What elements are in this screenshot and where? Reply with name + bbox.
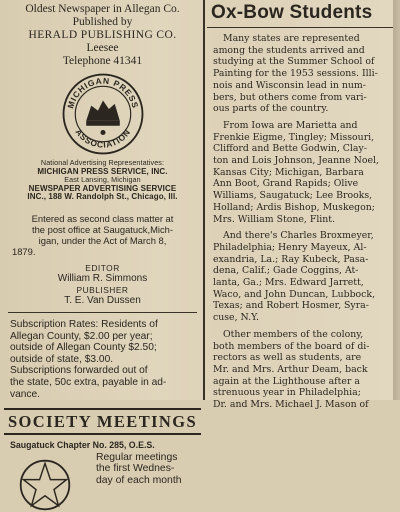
- subscription-line-5: Subscriptions forwarded out of: [10, 365, 148, 377]
- article-line: ton and Lois Johnson, Jeanne Noel,: [213, 155, 379, 167]
- editor-name: William R. Simmons: [57, 272, 148, 284]
- subscription-line-3: outside of Allegan County $2.50;: [10, 342, 157, 354]
- masthead-telephone: Telephone 41341: [62, 55, 143, 67]
- article-line: Mrs. William Stone, Flint.: [213, 213, 336, 225]
- entered-line-2: the post office at Saugatuck,Mich-: [31, 223, 174, 235]
- subscription-line-2: Allegan County, $2.00 per year;: [10, 330, 153, 342]
- publisher-name: T. E. Van Dussen: [64, 294, 141, 306]
- article-line: Ann Boot, Grand Rapids; Olive: [213, 178, 359, 190]
- article-line: Other members of the colony,: [223, 328, 364, 340]
- masthead-publisher: HERALD PUBLISHING CO.: [28, 29, 177, 41]
- article-line: among the students arrived and: [213, 44, 365, 56]
- article-line: strenuous year in Philadelphia;: [213, 387, 361, 399]
- article-line: nois and Wisconsin lead in num-: [213, 79, 366, 91]
- article-line: Dr. and Mrs. Michael J. Mason of: [213, 399, 369, 411]
- subscription-line-7: vance.: [10, 388, 41, 400]
- advertising-press-service: MICHIGAN PRESS SERVICE, INC.: [37, 166, 168, 176]
- article-line: studying at the Summer School of: [213, 56, 375, 68]
- article-line: Williams, Saugatuck; Lee Brooks,: [213, 190, 373, 202]
- divider: [8, 312, 197, 313]
- entered-line-3: igan, under the Act of March 8,: [38, 234, 167, 246]
- masthead-published-by: Published by: [72, 16, 133, 28]
- subscription-line-4: outside of state, $3.00.: [10, 353, 114, 365]
- article-line: Painting for the 1953 sessions. Illi-: [213, 68, 378, 80]
- article-line: Clifford and Bette Godwin, Clay-: [213, 143, 367, 155]
- article-line: ous parts of the country.: [213, 103, 329, 115]
- article-line: bers, but others come from vari-: [213, 91, 367, 103]
- entered-notice: [0, 213, 205, 257]
- article-line: Waco, and John Duncan, Lubbock,: [213, 288, 376, 300]
- article-line: cuse, N.Y.: [213, 312, 259, 324]
- article-paragraph-2: [213, 120, 393, 225]
- article-line: both members of the board of di-: [213, 340, 370, 352]
- advertising-address: INC., 188 W. Randolph St., Chicago, Ill.: [27, 192, 178, 202]
- meeting-text: [96, 452, 204, 486]
- article-line: Holland; Ardis Bishop, Muskegon;: [213, 201, 375, 213]
- article-line: dena, Calif.; Gade Coggins, At-: [213, 265, 359, 277]
- seal-bottom-text: ASSOCIATION: [73, 126, 132, 150]
- meeting-line-1: Regular meetings: [96, 452, 178, 464]
- chapter-name: Saugatuck Chapter No. 285, O.E.S.: [10, 440, 155, 451]
- meeting-notice: [0, 452, 205, 496]
- article-line: Kansas City; Michigan, Barbara: [213, 166, 364, 178]
- article-paragraph-1: [213, 33, 393, 115]
- article-line: And there's Charles Broxmeyer,: [223, 230, 374, 242]
- masthead-column: [0, 0, 205, 486]
- article-line: From Iowa are Marietta and: [223, 119, 358, 131]
- article-line: again at the Lighthouse after a: [213, 375, 360, 387]
- headline-divider: [207, 27, 393, 28]
- subscription-rates: [10, 319, 197, 400]
- article-line: Texas; and Robert Hosmer, Syra-: [213, 300, 369, 312]
- column-divider: [203, 0, 205, 400]
- seal-top-text: MICHIGAN PRESS: [64, 75, 141, 110]
- article-line: Mr. and Mrs. Arthur Deam, back: [213, 363, 368, 375]
- article-line: Philadelphia; Henry Mayeux, Al-: [213, 241, 367, 253]
- meeting-line-2: the first Wednes-: [96, 463, 175, 475]
- subscription-line-6: the state, 50c extra, payable in ad-: [10, 376, 167, 388]
- press-association-seal-icon: [61, 72, 145, 156]
- article-paragraph-3: [213, 230, 393, 324]
- masthead-leesee: Leesee: [86, 42, 119, 54]
- article-line: Frenkie Eigme, Tingley; Missouri,: [213, 131, 375, 143]
- advertising-location: East Lansing, Michigan: [64, 175, 141, 185]
- article-headline: Ox-Bow Students: [211, 2, 373, 23]
- publisher-role: PUBLISHER: [76, 284, 129, 295]
- society-header: [4, 408, 201, 435]
- society-title: SOCIETY MEETINGS: [7, 412, 198, 432]
- masthead-oldest: Oldest Newspaper in Allegan Co.: [25, 3, 180, 15]
- advertising-service: NEWSPAPER ADVERTISING SERVICE: [28, 183, 177, 193]
- meeting-line-3: day of each month: [96, 474, 182, 486]
- article-line: lanta, Ga.; Mrs. Edward Jarrett,: [213, 277, 364, 289]
- page-edge: [393, 0, 400, 400]
- advertising-reps-label: National Advertising Representatives:: [40, 158, 165, 167]
- entered-line-1: Entered as second class matter at: [31, 212, 174, 224]
- editor-role: EDITOR: [85, 262, 120, 273]
- article-paragraph-4: [213, 329, 393, 411]
- article-line: rectors as well as students, are: [213, 352, 362, 364]
- article-line: Many states are represented: [223, 33, 360, 44]
- eastern-star-emblem-icon: [18, 458, 72, 512]
- subscription-line-1: Subscription Rates: Residents of: [10, 318, 158, 330]
- entered-line-4: 1879.: [12, 245, 36, 257]
- article-line: exandria, La.; Ray Kubeck, Pasa-: [213, 253, 369, 265]
- article-column: [207, 0, 393, 411]
